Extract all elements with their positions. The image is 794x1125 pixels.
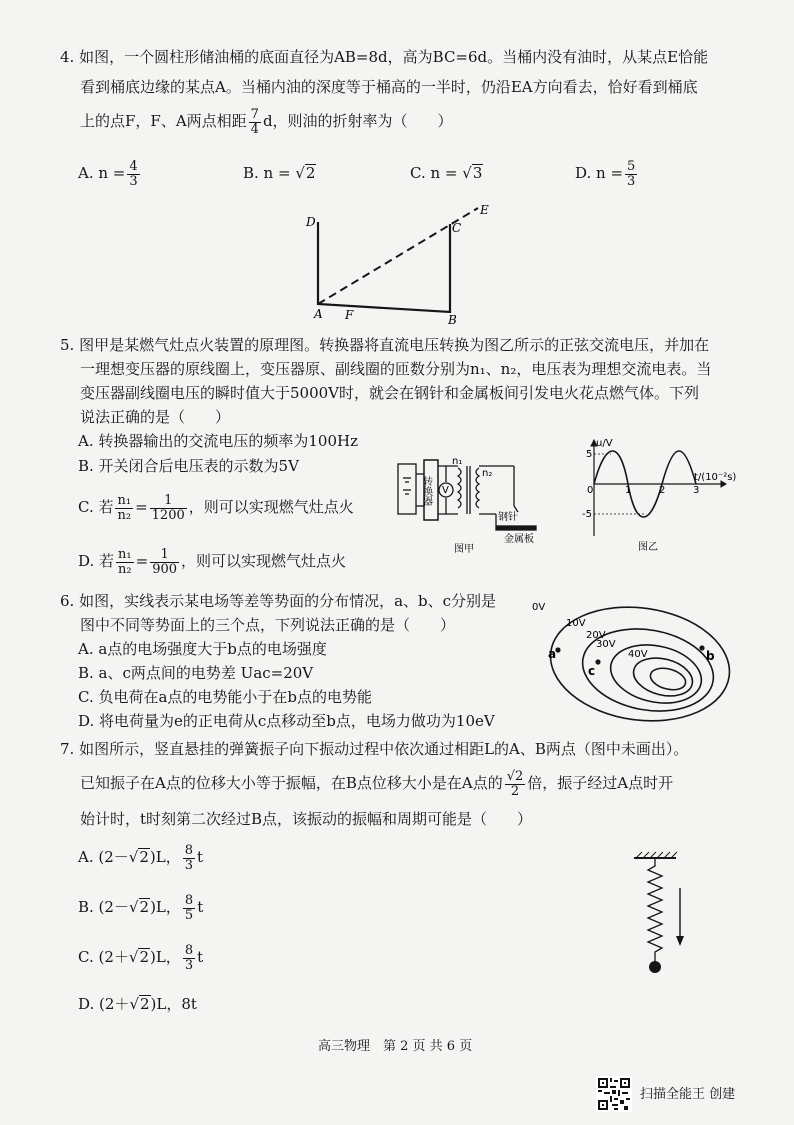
y-tick-neg5: -5 [582, 509, 592, 520]
q7-option-d[interactable]: D. (2＋√2)L，8t [78, 995, 197, 1013]
q7-option-c[interactable]: C. (2＋√2)L， $\frac{8}{3}$ t [78, 942, 204, 973]
voltmeter-label: V [442, 485, 449, 496]
label-0v: 0V [532, 602, 546, 613]
q7-line-2: 已知振子在A点的位移大小等于振幅，在B点位移大小是在A点的 $\frac{√2}{2}$ 倍，振子经过A点时开 [80, 768, 674, 799]
q6-option-c[interactable]: C. 负电荷在a点的电势能小于在b点的电势能 [78, 688, 373, 706]
q4-line-2: 看到桶底边缘的某点A。当桶内油的深度等于桶高的一半时，仍沿EA方向看去，恰好看到桶底 [80, 78, 698, 96]
q4-line-1: 4. 如图，一个圆柱形储油桶的底面直径为AB=8d，高为BC=6d。当桶内没有油时，从某点E恰能 [60, 48, 709, 66]
qr-code-icon [596, 1076, 632, 1112]
q6-option-d[interactable]: D. 将电荷量为e的正电荷从c点移动至b点，电场力做功为10eV [78, 712, 495, 730]
x-tick-3: 3 [693, 485, 700, 496]
label-a: A [314, 307, 323, 321]
label-b: B [448, 313, 457, 327]
label-20v: 20V [586, 630, 606, 641]
plate-label: 金属板 [504, 534, 534, 545]
label-30v: 30V [596, 639, 616, 650]
q5-line-2: 一理想变压器的原线圈上，变压器原、副线圈的匝数分别为n₁、n₂，电压表为理想交流电表。当 [80, 360, 712, 378]
q5-option-d[interactable]: D. 若 $\frac{\text{n₁}}{\text{n₂}}$ = $\frac{1}{900}$ ，则可以实现燃气灶点火 [78, 546, 347, 577]
page-footer: 高三物理 第 2 页 共 6 页 [318, 1039, 473, 1054]
x-axis-label: t/(10⁻²s) [694, 472, 736, 483]
q5-sine-graph [576, 436, 736, 554]
point-b: b [706, 649, 715, 663]
q4-option-c[interactable]: C. n = √3 [410, 164, 483, 182]
q5-option-a[interactable]: A. 转换器输出的交流电压的频率为100Hz [78, 432, 358, 450]
x-tick-1: 1 [625, 485, 632, 496]
label-c: C [452, 221, 462, 235]
q5-line-3: 变压器副线圈电压的瞬时值大于5000V时，就会在钢针和金属板间引发电火花点燃气体。下列 [80, 384, 700, 402]
q6-line-1: 6. 如图，实线表示某电场等差等势面的分布情况，a、b、c分别是 [60, 592, 497, 610]
q4-option-d[interactable]: D. n = $\frac{5}{3}$ [575, 158, 636, 189]
x-tick-2: 2 [659, 485, 666, 496]
fig-a-caption: 图甲 [454, 544, 474, 555]
q4-distance-fraction: $\frac{7}{4}$ [250, 106, 259, 137]
q4-option-b[interactable]: B. n = √2 [243, 164, 316, 182]
point-c: c [588, 664, 596, 678]
n2-label: n₂ [482, 468, 493, 479]
label-f: F [345, 308, 354, 322]
q7-option-a[interactable]: A. (2－√2)L， $\frac{8}{3}$ t [78, 842, 204, 873]
q7-option-b[interactable]: B. (2－√2)L， $\frac{8}{5}$ t [78, 892, 204, 923]
scanner-watermark: 扫描全能王 创建 [640, 1087, 736, 1102]
q6-option-b[interactable]: B. a、c两点间的电势差 Uac=20V [78, 664, 314, 682]
label-d: D [306, 215, 316, 229]
y-tick-5: 5 [586, 449, 593, 460]
needle-label: 钢针 [498, 512, 518, 523]
q6-equipotential-diagram [530, 598, 740, 728]
q5-circuit-diagram [396, 446, 546, 556]
x-tick-0: 0 [587, 485, 594, 496]
q6-line-2: 图中不同等势面上的三个点，下列说法正确的是（ ） [80, 616, 456, 634]
q4-tank-diagram [300, 200, 510, 328]
n1-label: n₁ [452, 456, 463, 467]
fig-b-caption: 图乙 [638, 542, 658, 553]
q5-option-c[interactable]: C. 若 $\frac{\text{n₁}}{\text{n₂}}$ = $\frac{1}{1200}$ ，则可以实现燃气灶点火 [78, 492, 354, 523]
point-a: a [548, 647, 557, 661]
q6-option-a[interactable]: A. a点的电场强度大于b点的电场强度 [78, 640, 327, 658]
q5-line-1: 5. 图甲是某燃气灶点火装置的原理图。转换器将直流电压转换为图乙所示的正弦交流电压，并加在 [60, 336, 710, 354]
q7-line-3: 始计时，t时刻第二次经过B点，该振动的振幅和周期可能是（ ） [80, 810, 533, 828]
label-e: E [480, 203, 489, 217]
converter-label: 转换器 [420, 476, 432, 506]
q5-line-4: 说法正确的是（ ） [80, 408, 231, 426]
label-40v: 40V [628, 649, 648, 660]
q7-line-1: 7. 如图所示，竖直悬挂的弹簧振子向下振动过程中依次通过相距L的A、B两点（图中未画出）。 [60, 740, 689, 758]
q4-option-a[interactable]: A. n = $\frac{4}{3}$ [78, 158, 138, 189]
label-10v: 10V [566, 618, 586, 629]
q4-line-3: 上的点F，F、A两点相距 $\frac{7}{4}$ d，则油的折射率为（ ） [80, 106, 453, 137]
q5-option-b[interactable]: B. 开关闭合后电压表的示数为5V [78, 457, 299, 475]
y-axis-label: u/V [596, 438, 613, 449]
q7-spring-oscillator [628, 850, 698, 980]
